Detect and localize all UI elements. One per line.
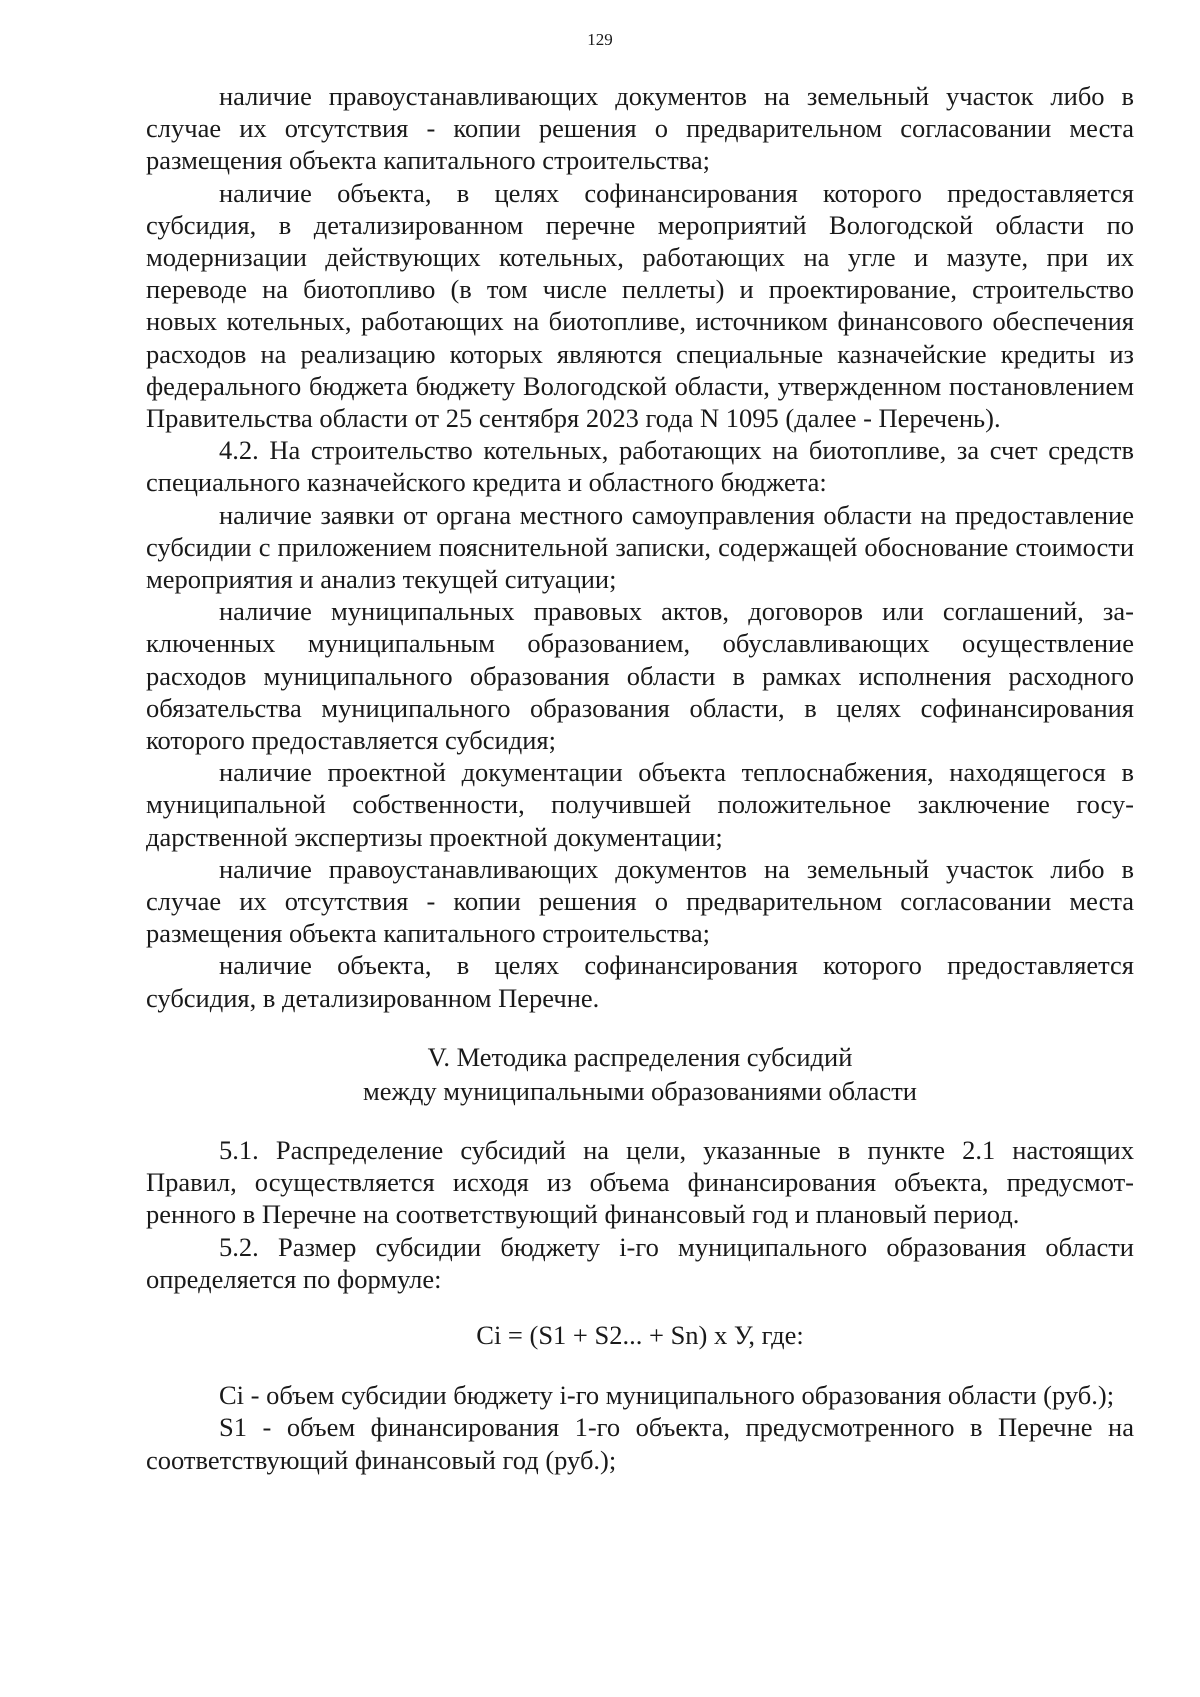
paragraph-object-in-detailed-list: наличие объекта, в целях софинансирования которого предоставляется субсидия, в детализированном Перечне. [146,950,1134,1013]
paragraph-ci-definition: Ci - объем субсидии бюджету i-го муниципального образования области (руб.); [219,1380,1115,1411]
section-heading-line-2: между муниципальными образованиями области [363,1075,917,1106]
paragraph-land-documents-2: наличие правоустанавливающих документов на земельный участок либо в случае их отсутствия - копии решения о предварительном согласовании места размещения объекта капитального строительства; [146,853,1134,949]
subsidy-formula: Ci = (S1 + S2... + Sn) х У, где: [476,1319,804,1350]
paragraph-land-documents: наличие правоустанавливающих документов на земельный участок либо в случае их отсутствия - копии решения о предварительном согласовании места размещения объекта капитального строительства; [146,81,1134,176]
paragraph-project-documentation: наличие проектной документации объекта теплоснабжения, находящегося в муниципальной собственности, получившей положительное заключение государственной экспертизы проектной документации; [146,757,1134,852]
paragraph-municipal-acts: наличие муниципальных правовых актов, договоров или соглашений, заключенных муниципальным образованием, обуславливающих осуществление расходов муниципального образования области в рамках исполнения расходного обязательства муниципального образования области, в целях софинансирования которого предоставляется субсидия; [146,596,1134,756]
paragraph-5-2: 5.2. Размер субсидии бюджету i-го муниципального образования области определяется по формуле: [146,1231,1134,1294]
section-heading-line-1: V. Методика распределения субсидий [427,1041,853,1072]
document-body [146,80,1134,1476]
paragraph-object-in-list: наличие объекта, в целях софинансирования которого предоставляется субсидия, в детализированном перечне мероприятий Вологодской области по модернизации действующих котельных, работающих на угле и мазуте, при их переводе на биотопливо (в том числе пеллеты) и проектирование, строительство новых котельных, работающих на биотопливе, источником финансового обеспечения расходов на реализацию которых являются специальные казначейские кредиты из федерального бюджета бюджету Вологодской области, утвержденном постановлением Правительства области от 25 сентября 2023 года N 1095 (далее - Перечень). [146,177,1134,434]
paragraph-4-2: 4.2. На строительство котельных, работающих на биотопливе, за счет средств специального казначейского кредита и областного бюджета: [146,435,1134,498]
page-number: 129 [587,30,613,49]
paragraph-application: наличие заявки от органа местного самоуправления области на предоставление субсидии с приложением пояснительной записки, содержащей обоснование стоимости мероприятия и анализ текущей ситуации; [146,499,1134,595]
section-heading [146,1040,1134,1108]
paragraph-5-1: 5.1. Распределение субсидий на цели, указанные в пункте 2.1 настоящих Правил, осуществляется исходя из объема финансирования объекта, предусмотренного в Перечне на соответствующий финансовый год и плановый период. [146,1134,1134,1230]
paragraph-s1-definition: S1 - объем финансирования 1-го объекта, предусмотренного в Перечне на соответствующий финансовый год (руб.); [146,1412,1134,1475]
